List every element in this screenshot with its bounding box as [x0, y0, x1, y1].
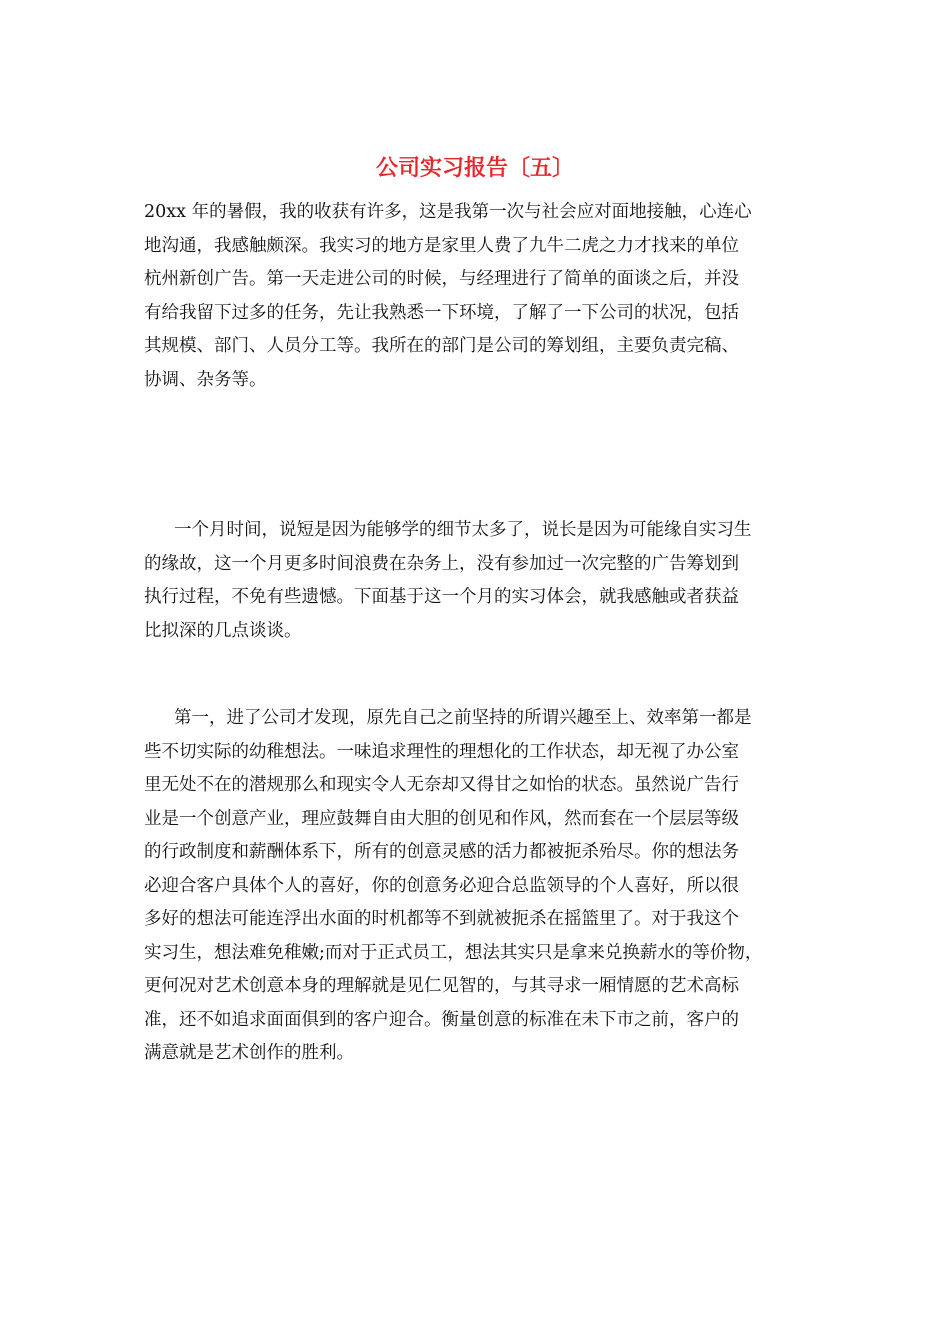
text-line: 第一，进了公司才发现，原先自己之前坚持的所谓兴趣至上、效率第一都是 [174, 708, 752, 728]
paragraph-2 [144, 514, 814, 648]
text-line: 些不切实际的幼稚想法。一味追求理性的理想化的工作状态，却无视了办公室 [144, 741, 739, 762]
text-line: 其规模、部门、人员分工等。我所在的部门是公司的筹划组，主要负责完稿、 [144, 336, 739, 356]
text-line: 多好的想法可能连浮出水面的时机都等不到就被扼杀在摇篮里了。对于我这个 [144, 909, 739, 929]
text-line: 的行政制度和薪酬体系下，所有的创意灵感的活力都被扼杀殆尽。你的想法务 [144, 842, 739, 862]
text-line: 有给我留下过多的任务，先让我熟悉一下环境，了解了一下公司的状况，包括 [144, 302, 739, 323]
text-line: 更何况对艺术创意本身的理解就是见仁见智的，与其寻求一厢情愿的艺术高标 [144, 976, 739, 996]
text-line: 地沟通，我感触颇深。我实习的地方是家里人费了九牛二虎之力才找来的单位 [144, 235, 739, 256]
text-line: 一个月时间，说短是因为能够学的细节太多了，说长是因为可能缘自实习生 [174, 520, 752, 540]
text-line: 业是一个创意产业，理应鼓舞自由大胆的创见和作风，然而套在一个层层等级 [144, 808, 739, 829]
text-line: 比拟深的几点谈谈。 [144, 620, 302, 641]
paragraph-3 [144, 702, 814, 1071]
text-line: 必迎合客户具体个人的喜好，你的创意务必迎合总监领导的个人喜好，所以很 [144, 875, 739, 896]
text-line: 杭州新创广告。第一天走进公司的时候，与经理进行了简单的面谈之后，并没 [144, 269, 739, 289]
text-line: 执行过程，不免有些遗憾。下面基于这一个月的实习体会，就我感触或者获益 [144, 587, 739, 607]
text-line: 的缘故，这一个月更多时间浪费在杂务上，没有参加过一次完整的广告筹划到 [144, 553, 739, 574]
text-line: 协调、杂务等。 [144, 369, 267, 390]
text-line: 准，还不如追求面面俱到的客户迎合。衡量创意的标准在未下市之前，客户的 [144, 1009, 739, 1030]
text-line: 里无处不在的潜规那么和现实令人无奈却又得甘之如怡的状态。虽然说广告行 [144, 775, 739, 795]
text-line: 满意就是艺术创作的胜利。 [144, 1043, 354, 1063]
text-line: 实习生，想法难免稚嫩;而对于正式员工，想法其实只是拿来兑换薪水的等价物， [144, 942, 763, 963]
text-line: 20xx 年的暑假，我的收获有许多，这是我第一次与社会应对面地接触，心连心 [144, 202, 752, 222]
document-title: 公司实习报告〔五〕 [375, 155, 574, 181]
paragraph-1 [144, 196, 814, 397]
